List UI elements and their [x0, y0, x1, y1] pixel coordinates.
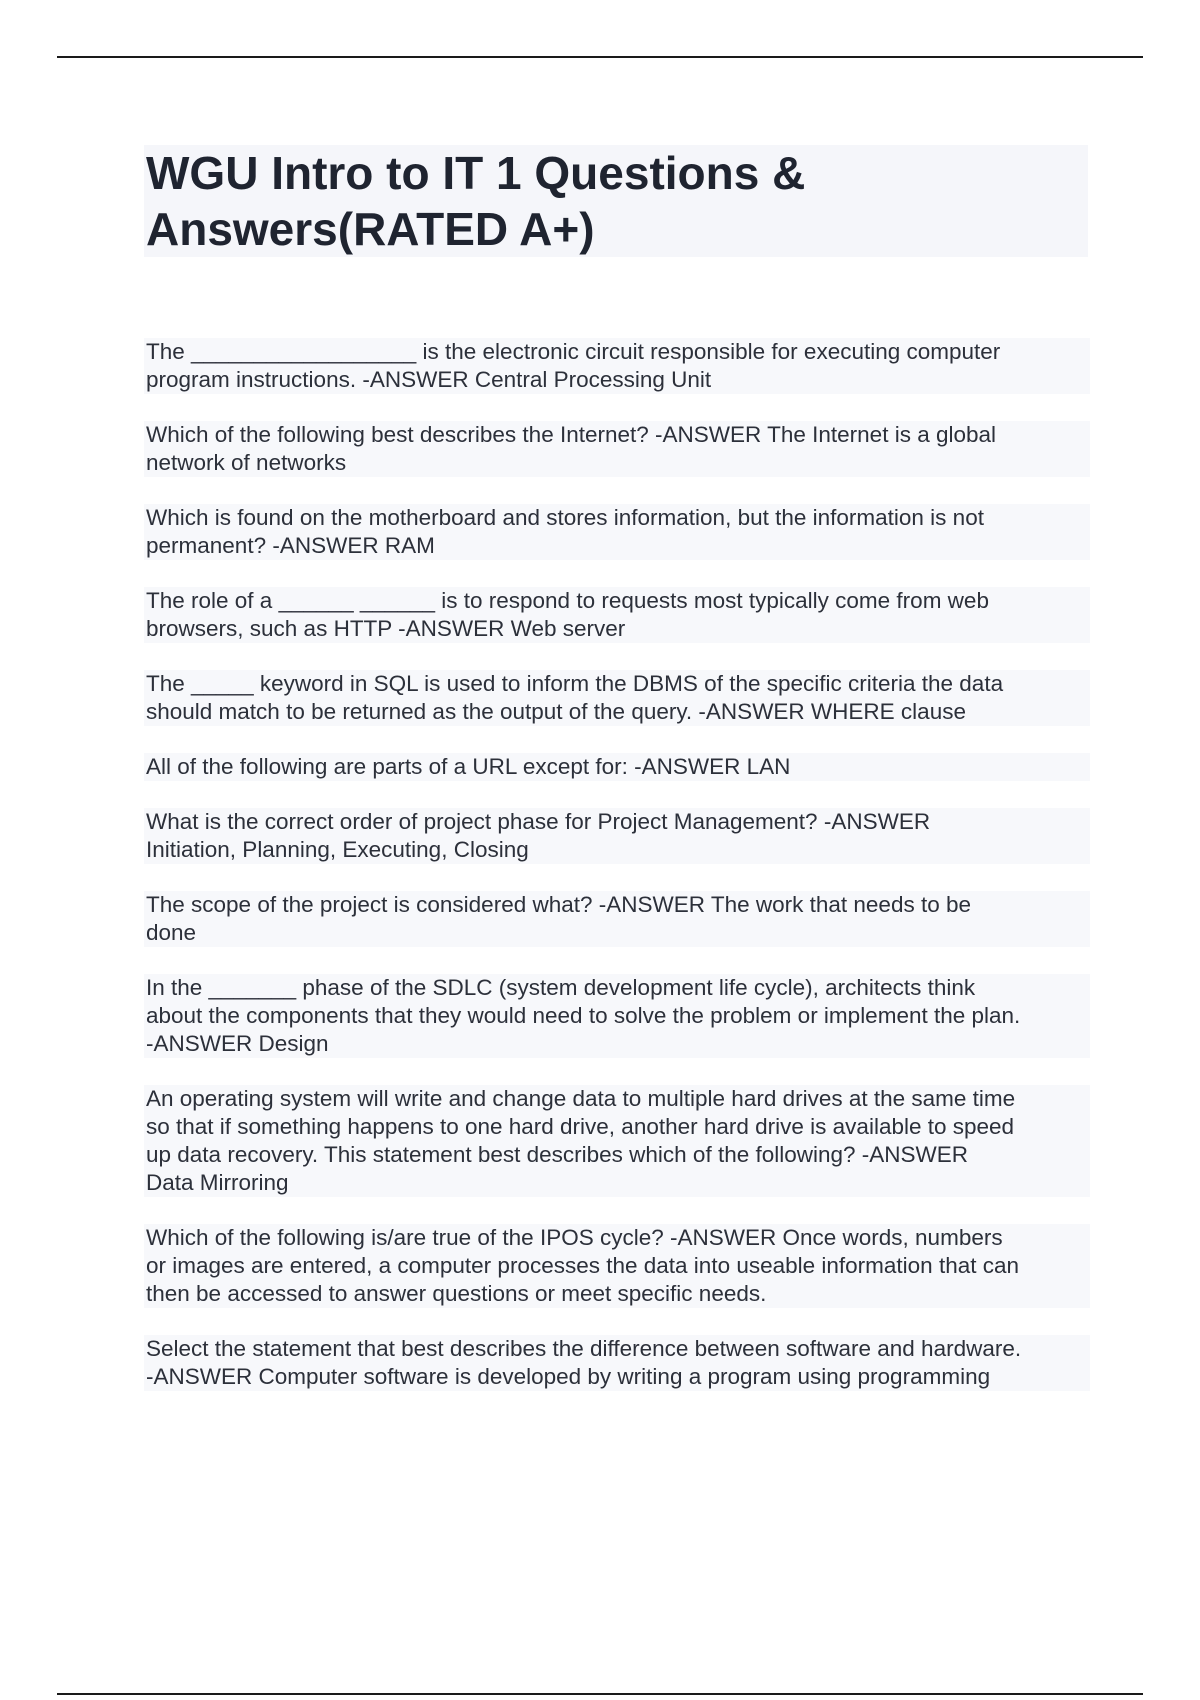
title-block	[144, 145, 1088, 257]
qa-item: Which is found on the motherboard and stores information, but the information is not permanent? -ANSWER RAM	[144, 504, 1090, 560]
qa-item: The role of a ______ ______ is to respond to requests most typically come from web browsers, such as HTTP -ANSWER Web server	[144, 587, 1090, 643]
qa-item: What is the correct order of project phase for Project Management? -ANSWER Initiation, Planning, Executing, Closing	[144, 808, 1090, 864]
document-title	[144, 145, 1088, 257]
qa-item: An operating system will write and change data to multiple hard drives at the same time so that if something happens to one hard drive, another hard drive is available to speed up data recovery. This statement best describes which of the following? -ANSWER Data Mirroring	[144, 1085, 1090, 1197]
qa-item: Which of the following is/are true of the IPOS cycle? -ANSWER Once words, numbers or images are entered, a computer processes the data into useable information that can then be accessed to answer questions or meet specific needs.	[144, 1224, 1090, 1308]
qa-item: The _____ keyword in SQL is used to inform the DBMS of the specific criteria the data should match to be returned as the output of the query. -ANSWER WHERE clause	[144, 670, 1090, 726]
qa-item: Which of the following best describes the Internet? -ANSWER The Internet is a global network of networks	[144, 421, 1090, 477]
title-line-1: WGU Intro to IT 1 Questions &	[146, 147, 806, 199]
qa-item: In the _______ phase of the SDLC (system development life cycle), architects think about the components that they would need to solve the problem or implement the plan. -ANSWER Design	[144, 974, 1090, 1058]
qa-item: Select the statement that best describes the difference between software and hardware. -ANSWER Computer software is developed by writing a program using programming	[144, 1335, 1090, 1391]
qa-item: The scope of the project is considered what? -ANSWER The work that needs to be done	[144, 891, 1090, 947]
bottom-rule	[57, 1693, 1143, 1695]
title-line-2: Answers(RATED A+)	[146, 203, 595, 255]
top-rule	[57, 56, 1143, 58]
qa-item: All of the following are parts of a URL except for: -ANSWER LAN	[144, 753, 1090, 781]
qa-item: The __________________ is the electronic circuit responsible for executing computer program instructions. -ANSWER Central Processing Unit	[144, 338, 1090, 394]
qa-list	[144, 338, 1090, 1418]
